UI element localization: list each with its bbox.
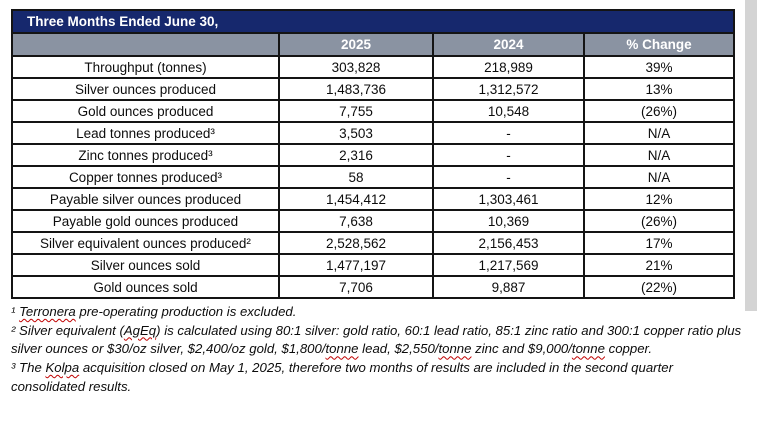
column-header-change: % Change [584, 33, 734, 56]
value-change: N/A [584, 122, 734, 144]
value-change: 13% [584, 78, 734, 100]
row-label: Payable silver ounces produced [12, 188, 279, 210]
row-label: Payable gold ounces produced [12, 210, 279, 232]
table-row [12, 100, 734, 122]
table-row [12, 232, 734, 254]
table-title: Three Months Ended June 30, [12, 10, 734, 33]
row-label: Gold ounces produced [12, 100, 279, 122]
table-row [12, 166, 734, 188]
value-2025: 3,503 [279, 122, 433, 144]
value-change: 39% [584, 56, 734, 78]
value-2024: 10,369 [433, 210, 584, 232]
value-change: 21% [584, 254, 734, 276]
table-row [12, 276, 734, 298]
value-2025: 58 [279, 166, 433, 188]
page-edge-strip [745, 0, 757, 311]
table-row [12, 78, 734, 100]
misspelled-word: tonne [325, 341, 359, 357]
table-row [12, 188, 734, 210]
misspelled-word: tonne [438, 341, 472, 357]
value-2025: 1,483,736 [279, 78, 433, 100]
row-label: Gold ounces sold [12, 276, 279, 298]
value-change: N/A [584, 166, 734, 188]
row-label: Silver ounces sold [12, 254, 279, 276]
value-2025: 2,316 [279, 144, 433, 166]
misspelled-word: AgEq [123, 322, 157, 338]
footnote-text: ² Silver equivalent ( [11, 322, 124, 338]
value-2025: 303,828 [279, 56, 433, 78]
value-change: 12% [584, 188, 734, 210]
footnote-text: copper. [604, 341, 653, 357]
value-2025: 7,706 [279, 276, 433, 298]
value-2024: 218,989 [433, 56, 584, 78]
value-2024: - [433, 122, 584, 144]
value-change: (22%) [584, 276, 734, 298]
row-label: Silver equivalent ounces produced² [12, 232, 279, 254]
value-change: 17% [584, 232, 734, 254]
row-label: Copper tonnes produced³ [12, 166, 279, 188]
table-row [12, 254, 734, 276]
footnote-text: lead, $2,550/ [358, 341, 439, 357]
footnote-3 [11, 359, 748, 396]
column-header-2025: 2025 [279, 33, 433, 56]
row-label: Lead tonnes produced³ [12, 122, 279, 144]
production-results-table [11, 9, 735, 299]
misspelled-word: tonne [571, 341, 605, 357]
value-2025: 1,454,412 [279, 188, 433, 210]
table-row [12, 122, 734, 144]
footnote-text: acquisition closed on May 1, 2025, therefore two months of results are included in the second quarter consolidated results. [11, 360, 673, 394]
table-row [12, 144, 734, 166]
value-2024: 1,312,572 [433, 78, 584, 100]
value-change: (26%) [584, 210, 734, 232]
value-2024: 1,217,569 [433, 254, 584, 276]
row-label: Zinc tonnes produced³ [12, 144, 279, 166]
value-change: N/A [584, 144, 734, 166]
column-header-blank [12, 33, 279, 56]
value-2024: 10,548 [433, 100, 584, 122]
footnote-text: zinc and $9,000/ [471, 341, 572, 357]
footnotes [11, 303, 748, 397]
misspelled-word: Terronera [19, 304, 76, 319]
footnote-text: ³ The [11, 360, 46, 376]
misspelled-word: Kolpa [45, 360, 80, 376]
value-2024: 2,156,453 [433, 232, 584, 254]
value-2024: - [433, 144, 584, 166]
footnote-text: ¹ [11, 304, 20, 319]
table-column-headers [12, 33, 734, 56]
value-2024: 9,887 [433, 276, 584, 298]
value-change: (26%) [584, 100, 734, 122]
value-2025: 7,638 [279, 210, 433, 232]
table-body [12, 56, 734, 298]
value-2024: 1,303,461 [433, 188, 584, 210]
value-2025: 1,477,197 [279, 254, 433, 276]
value-2025: 7,755 [279, 100, 433, 122]
column-header-2024: 2024 [433, 33, 584, 56]
footnote-1 [11, 303, 748, 322]
table-row [12, 56, 734, 78]
value-2024: - [433, 166, 584, 188]
table-row [12, 210, 734, 232]
table-title-bar [12, 10, 734, 33]
footnote-text: pre-operating production is excluded. [75, 304, 297, 319]
value-2025: 2,528,562 [279, 232, 433, 254]
row-label: Silver ounces produced [12, 78, 279, 100]
footnote-text: ) is calculated using 80:1 silver: gold ratio, 60:1 lead ratio, 85:1 zinc ratio and 300:1 copper ratio plus silver ounces or $30/oz silver, $2,400/oz gold, $1,800/ [11, 322, 742, 357]
footnote-2 [11, 322, 748, 359]
row-label: Throughput (tonnes) [12, 56, 279, 78]
